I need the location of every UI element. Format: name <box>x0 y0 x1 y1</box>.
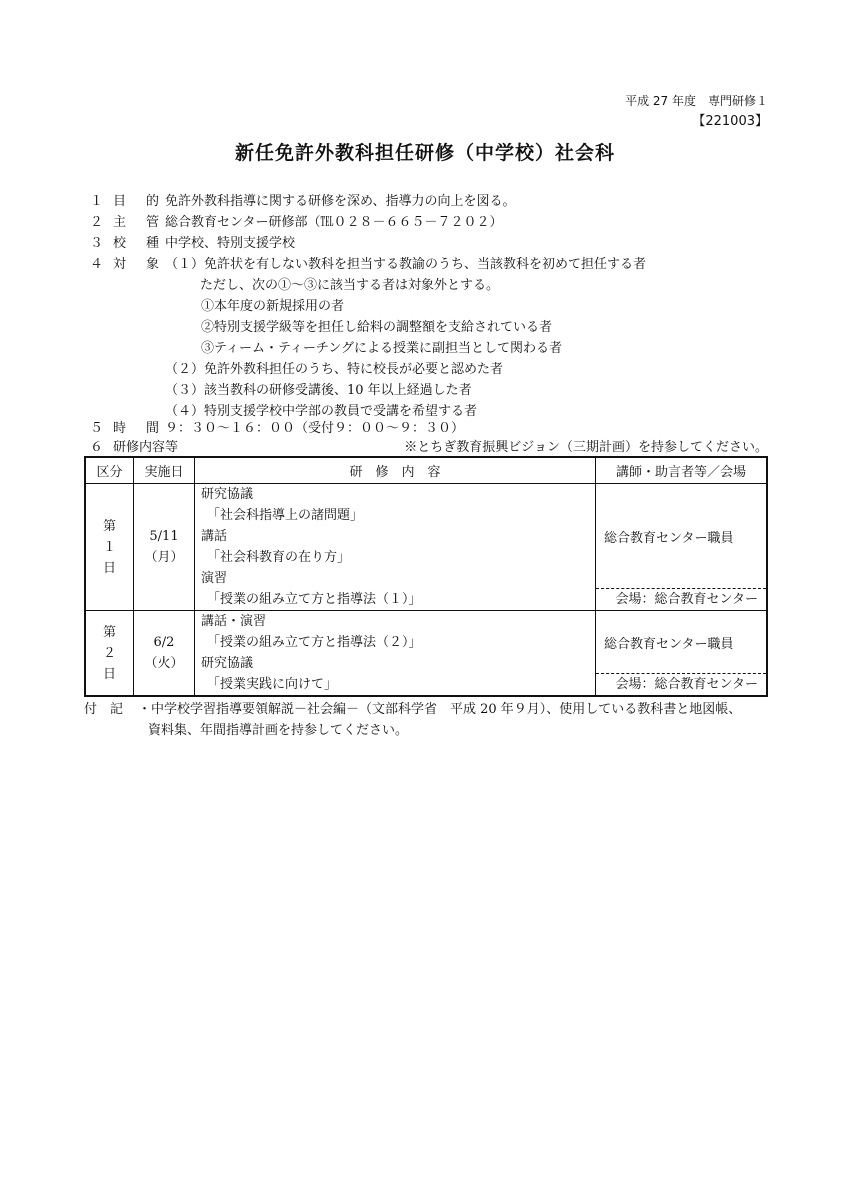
content-topic: 研究協議 <box>201 487 254 502</box>
header-kubun: 区分 <box>85 457 134 484</box>
section-label: 時 間 <box>113 421 159 436</box>
venue: 会場：総合教育センター <box>596 588 766 610</box>
section-number: ６ <box>90 440 104 455</box>
speaker-name: 総合教育センター職員 <box>604 530 734 546</box>
date-value: 6/2 <box>153 635 175 650</box>
target-item-2: （２）免許外教科担任のうち、特に校長が必要と認めた者 <box>165 362 504 377</box>
section-label: 対 象 <box>113 257 159 272</box>
content-subtitle: 「授業の組み立て方と指導法（２）」 <box>207 635 422 650</box>
footnote-label: 付 記 <box>84 702 124 717</box>
content-cell <box>195 611 596 697</box>
speaker-name: 総合教育センター職員 <box>604 636 734 652</box>
fiscal-program-label: 平成 27 年度 専門研修１ <box>625 94 768 108</box>
section-label: 研修内容等 <box>113 440 179 455</box>
header-date: 実施日 <box>134 457 195 484</box>
footnote-line-2: 資料集、年間指導計画を持参してください。 <box>148 723 409 738</box>
footnote-line-1: ・中学校学習指導要領解説－社会編－（文部科学省 平成 20 年９月）、使用している教科書と地図帳、 <box>138 702 742 717</box>
day-label: 第 ２ 日 <box>85 611 134 697</box>
content-subtitle: 「社会科指導上の諸問題」 <box>207 508 364 523</box>
table-row <box>85 484 767 611</box>
content-topic: 講話 <box>201 529 228 544</box>
target-item-1-sub: ①本年度の新規採用の者 <box>201 299 345 314</box>
section-label: 目 的 <box>113 194 159 209</box>
content-topic: 研究協議 <box>201 656 254 671</box>
section-number: ５ <box>90 421 104 436</box>
content-subtitle: 「社会科教育の在り方」 <box>207 550 351 565</box>
section-number: ３ <box>90 236 104 251</box>
section-number: ４ <box>90 257 104 272</box>
speaker-cell <box>596 484 768 611</box>
section-text: ９：３０～１６：００（受付９：００～９：３０） <box>165 421 465 436</box>
content-cell <box>195 484 596 611</box>
venue: 会場：総合教育センター <box>596 673 766 695</box>
schedule-table <box>84 456 768 697</box>
section-number: １ <box>90 194 104 209</box>
page-title: 新任免許外教科担任研修（中学校）社会科 <box>234 142 615 164</box>
content-subtitle: 「授業実践に向けて」 <box>207 677 338 692</box>
content-topic: 演習 <box>201 571 228 586</box>
table-row <box>85 611 767 697</box>
table-header-row <box>85 457 767 484</box>
header-speaker: 講師・助言者等／会場 <box>596 457 768 484</box>
date-cell <box>134 484 195 611</box>
target-item-1-sub: ③ティーム・ティーチングによる授業に副担当として関わる者 <box>201 341 563 356</box>
target-item-1-sub: ②特別支援学級等を担任し給料の調整額を支給されている者 <box>201 320 553 335</box>
target-item-1: （１）免許状を有しない教科を担当する教諭のうち、当該教科を初めて担任する者 <box>165 257 647 272</box>
course-code: 【221003】 <box>692 114 768 129</box>
header-content: 研 修 内 容 <box>195 457 596 484</box>
weekday-value: （月） <box>144 550 184 565</box>
section-label: 校 種 <box>113 236 159 251</box>
section-text: 免許外教科指導に関する研修を深め、指導力の向上を図る。 <box>165 194 516 209</box>
target-item-3: （３）該当教科の研修受講後、10 年以上経過した者 <box>165 383 472 398</box>
section-text: 総合教育センター研修部（℡０２８－６６５－７２０２） <box>165 215 503 230</box>
bring-vision-note: ※とちぎ教育振興ビジョン（三期計画）を持参してください。 <box>404 440 768 455</box>
weekday-value: （火） <box>144 656 184 671</box>
content-topic: 講話・演習 <box>201 614 267 629</box>
section-text: 中学校、特別支援学校 <box>165 236 296 251</box>
day-label: 第 １ 日 <box>85 484 134 611</box>
section-label: 主 管 <box>113 215 159 230</box>
target-item-4: （４）特別支援学校中学部の教員で受講を希望する者 <box>165 404 478 419</box>
content-subtitle: 「授業の組み立て方と指導法（１）」 <box>207 592 422 607</box>
section-number: ２ <box>90 215 104 230</box>
date-cell <box>134 611 195 697</box>
speaker-cell <box>596 611 768 697</box>
date-value: 5/11 <box>149 529 179 544</box>
target-item-1-note: ただし、次の①～③に該当する者は対象外とする。 <box>200 278 500 293</box>
